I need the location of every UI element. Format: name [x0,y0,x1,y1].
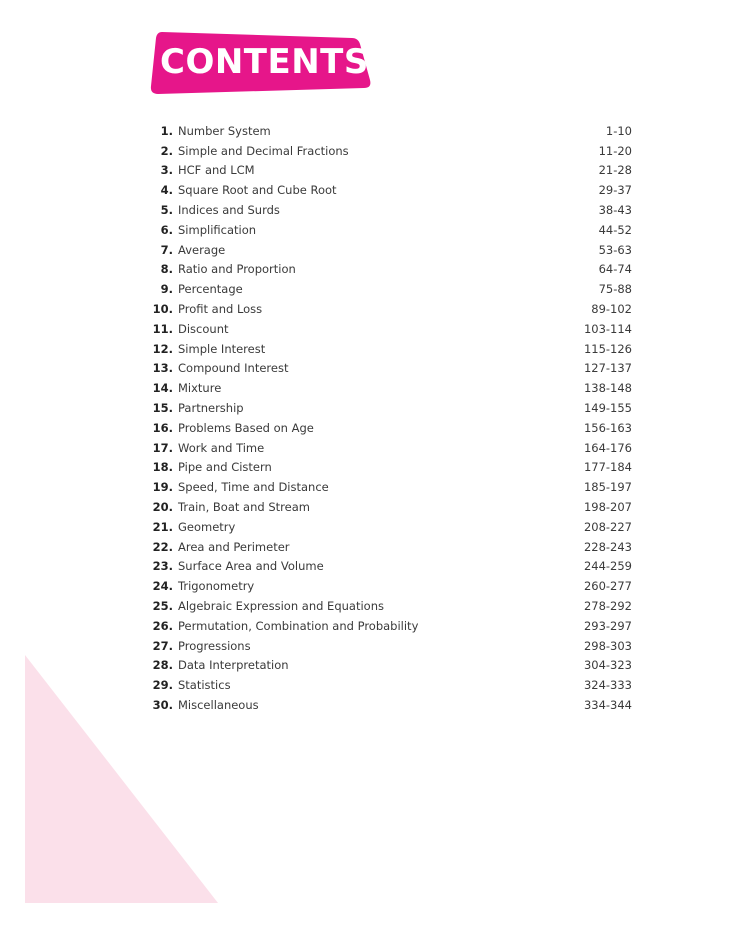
chapter-number: 11. [152,321,173,336]
page-range: 334-344 [583,698,632,712]
chapter-title: Compound Interest [178,361,289,376]
chapter-number: 4. [160,183,173,198]
toc-entry[interactable] [140,378,632,398]
chapter-title: Percentage [178,282,243,297]
page-range: 11-20 [598,143,632,158]
chapter-number: 24. [152,579,173,594]
page-range: 164-176 [583,440,632,455]
page-range: 75-88 [598,282,632,297]
toc-entry[interactable] [140,438,632,458]
page-range: 177-184 [583,460,632,475]
chapter-title: Progressions [178,638,251,653]
page-range: 228-243 [583,539,632,554]
page-range: 149-155 [583,401,632,416]
page-range: 21-28 [598,163,632,178]
chapter-title: Statistics [178,678,231,693]
chapter-title: Work and Time [178,440,265,455]
chapter-number: 6. [160,222,173,237]
chapter-number: 12. [152,341,173,356]
page-range: 127-137 [583,361,632,376]
page-range: 156-163 [583,420,632,435]
toc-entry[interactable] [140,359,632,379]
toc-entry[interactable] [140,180,632,200]
chapter-number: 30. [152,698,173,712]
table-of-contents [140,121,632,715]
toc-entry[interactable] [140,319,632,339]
chapter-number: 14. [152,381,173,396]
chapter-title: Algebraic Expression and Equations [178,599,384,614]
page-range: 1-10 [605,123,632,138]
chapter-number: 16. [152,420,173,435]
toc-entry[interactable] [140,200,632,220]
chapter-title: Average [178,242,226,257]
page-range: 38-43 [598,203,632,218]
page-range: 64-74 [598,262,632,277]
toc-entry[interactable] [140,557,632,577]
chapter-title: Ratio and Proportion [178,262,296,277]
toc-entry[interactable] [140,418,632,438]
chapter-number: 23. [152,559,173,574]
page-range: 103-114 [583,321,632,336]
chapter-number: 15. [152,401,173,416]
toc-entry[interactable] [140,339,632,359]
chapter-title: Partnership [178,401,244,416]
chapter-number: 28. [152,658,173,673]
toc-entry[interactable] [140,656,632,676]
page-range: 53-63 [598,242,632,257]
toc-entry[interactable] [140,260,632,280]
page-range: 138-148 [583,381,632,396]
chapter-title: Geometry [178,519,236,534]
toc-entry[interactable] [140,537,632,557]
chapter-title: Square Root and Cube Root [178,183,337,198]
chapter-number: 18. [152,460,173,475]
chapter-number: 20. [152,500,173,515]
toc-entry[interactable] [140,675,632,695]
page-range: 115-126 [583,341,632,356]
chapter-title: Simplification [178,222,257,237]
page-range: 244-259 [583,559,632,574]
toc-entry[interactable] [140,616,632,636]
chapter-number: 7. [160,242,173,257]
chapter-title: Discount [178,321,229,336]
chapter-title: Profit and Loss [178,302,263,317]
chapter-number: 9. [160,282,173,297]
chapter-number: 27. [152,638,173,653]
toc-entry[interactable] [140,220,632,240]
chapter-title: Simple Interest [178,341,266,356]
page-range: 324-333 [583,678,632,693]
page-range: 304-323 [583,658,632,673]
toc-entry[interactable] [140,695,632,715]
chapter-title: Surface Area and Volume [178,559,324,574]
toc-entry[interactable] [140,121,632,141]
chapter-title: Speed, Time and Distance [178,480,329,495]
toc-entry[interactable] [140,477,632,497]
chapter-number: 22. [152,539,173,554]
page-title: CONTENTS [160,42,369,82]
chapter-title: Indices and Surds [178,203,280,218]
page-range: 260-277 [583,579,632,594]
toc-entry[interactable] [140,497,632,517]
chapter-title: Pipe and Cistern [178,460,272,475]
page-range: 278-292 [583,599,632,614]
page-range: 198-207 [583,500,632,515]
toc-entry[interactable] [140,458,632,478]
toc-entry[interactable] [140,576,632,596]
chapter-title: Number System [178,123,271,138]
chapter-title: Train, Boat and Stream [178,500,310,515]
chapter-title: Area and Perimeter [178,539,290,554]
chapter-number: 3. [160,163,173,178]
toc-entry[interactable] [140,636,632,656]
chapter-number: 25. [152,599,173,614]
chapter-number: 21. [152,519,173,534]
page-range: 298-303 [583,638,632,653]
chapter-title: Permutation, Combination and Probability [178,618,419,633]
chapter-number: 19. [152,480,173,495]
chapter-title: Data Interpretation [178,658,289,673]
toc-entry[interactable] [140,299,632,319]
toc-entry[interactable] [140,141,632,161]
chapter-number: 10. [152,302,173,317]
toc-entry[interactable] [140,398,632,418]
toc-entry[interactable] [140,279,632,299]
chapter-title: HCF and LCM [178,163,255,178]
toc-entry[interactable] [140,161,632,181]
page-range: 89-102 [591,302,632,317]
page-range: 44-52 [598,222,632,237]
page-range: 185-197 [583,480,632,495]
chapter-number: 8. [160,262,173,277]
chapter-number: 29. [152,678,173,693]
page-range: 208-227 [583,519,632,534]
chapter-number: 17. [152,440,173,455]
chapter-number: 1. [160,123,173,138]
page-range: 293-297 [583,618,632,633]
chapter-number: 5. [160,203,173,218]
toc-entry[interactable] [140,596,632,616]
chapter-number: 13. [152,361,173,376]
chapter-title: Simple and Decimal Fractions [178,143,349,158]
chapter-number: 26. [152,618,173,633]
chapter-title: Problems Based on Age [178,420,314,435]
toc-entry[interactable] [140,517,632,537]
chapter-number: 2. [160,143,173,158]
chapter-title: Trigonometry [178,579,255,594]
page-range: 29-37 [598,183,632,198]
toc-entry[interactable] [140,240,632,260]
chapter-title: Miscellaneous [178,698,259,712]
chapter-title: Mixture [178,381,222,396]
